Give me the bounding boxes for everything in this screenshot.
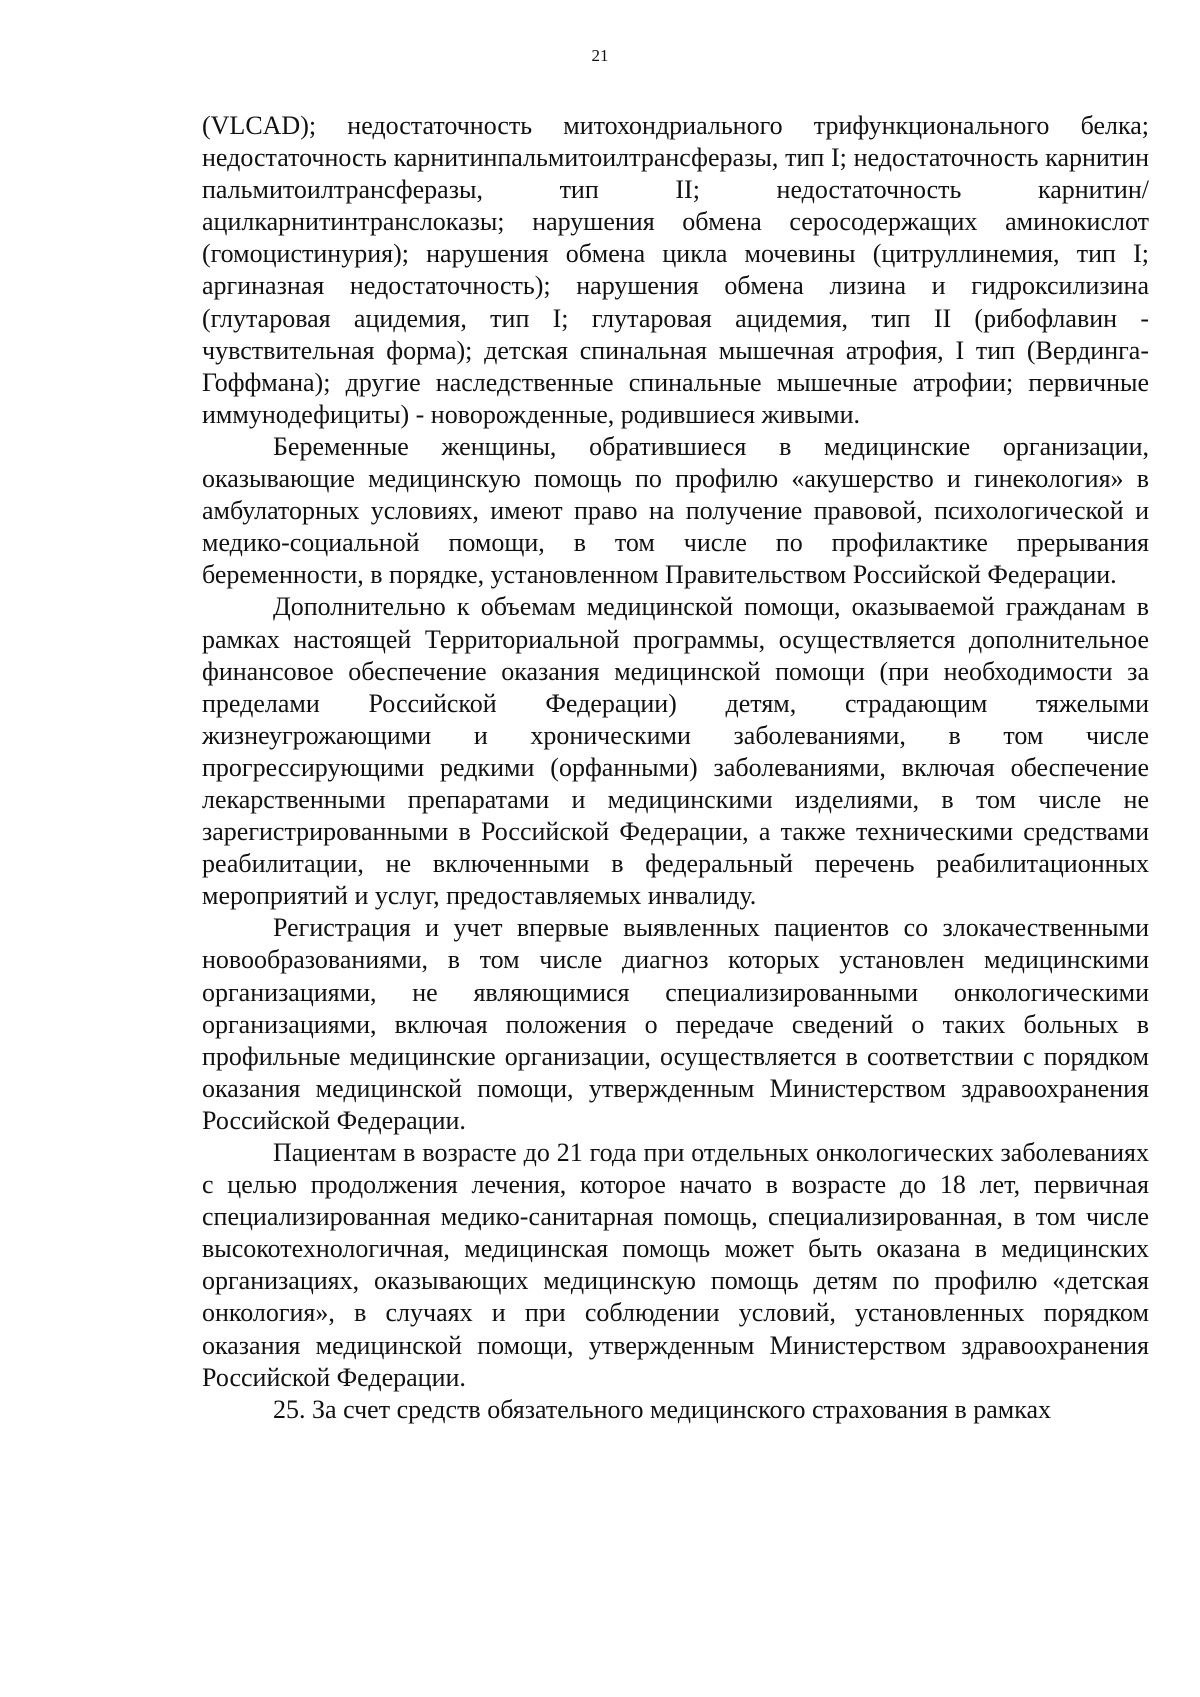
paragraph-additional-funding: Дополнительно к объемам медицинской помощи, оказываемой гражданам в рамках настоящей Территориальной программы, осуществляется дополнительное финансовое обеспечение оказания медицинской помощи (при необходимости за пределами Российской Федерации) детям, страдающим тяжелыми жизнеугрожающими и хроническими заболеваниями, в том числе прогрессирующими редкими (орфанными) заболеваниями, включая обеспечение лекарственными препаратами и медицинскими изделиями, в том числе не зарегистрированными в Российской Федерации, а также техническими средствами реабилитации, не включенными в федеральный перечень реабилитационных мероприятий и услуг, предоставляемых инвалиду. bbox=[202, 592, 1149, 911]
page-number: 21 bbox=[591, 46, 609, 65]
paragraph-pregnant-women: Беременные женщины, обратившиеся в медицинские организации, оказывающие медицинскую помощь по профилю «акушерство и гинекология» в амбулаторных условиях, имеют право на получение правовой, психологической и медико-социальной помощи, в том числе по профилактике прерывания беременности, в порядке, установленном Правительством Российской Федерации. bbox=[202, 431, 1149, 590]
paragraph-vlcad-list: (VLCAD); недостаточность митохондриального трифункционального белка; недостаточность карнитинпальмитоилтрансферазы, тип I; недостаточность карнитин пальмитоилтрансферазы, тип II; недостаточность карнитин/ацилкарнитинтранслоказы; нарушения обмена серосодержащих аминокислот (гомоцистинурия); нарушения обмена цикла мочевины (цитруллинемия, тип I; аргиназная недостаточность); нарушения обмена лизина и гидроксилизина (глутаровая ацидемия, тип I; глутаровая ацидемия, тип II (рибофлавин - чувствительная форма); детская спинальная мышечная атрофия, I тип (Вердинга-Гоффмана); другие наследственные спинальные мышечные атрофии; первичные иммунодефициты) - новорожденные, родившиеся живыми. bbox=[202, 111, 1149, 429]
paragraph-oncology-registration: Регистрация и учет впервые выявленных пациентов со злокачественными новообразованиями, в том числе диагноз которых установлен медицинскими организациями, не являющимися специализированными онкологическими организациями, включая положения о передаче сведений о таких больных в профильные медицинские организации, осуществляется в соответствии с порядком оказания медицинской помощи, утвержденным Министерством здравоохранения Российской Федерации. bbox=[202, 913, 1149, 1135]
paragraph-item-25: 25. За счет средств обязательного медицинского страхования в рамках bbox=[273, 1394, 1052, 1424]
paragraph-patients-under-21: Пациентам в возрасте до 21 года при отдельных онкологических заболеваниях с целью продолжения лечения, которое начато в возрасте до 18 лет, первичная специализированная медико-санитарная помощь, специализированная, в том числе высокотехнологичная, медицинская помощь может быть оказана в медицинских организациях, оказывающих медицинскую помощь детям по профилю «детская онкология», в случаях и при соблюдении условий, установленных порядком оказания медицинской помощи, утвержденным Министерством здравоохранения Российской Федерации. bbox=[202, 1138, 1149, 1392]
document-body bbox=[202, 110, 1149, 1426]
